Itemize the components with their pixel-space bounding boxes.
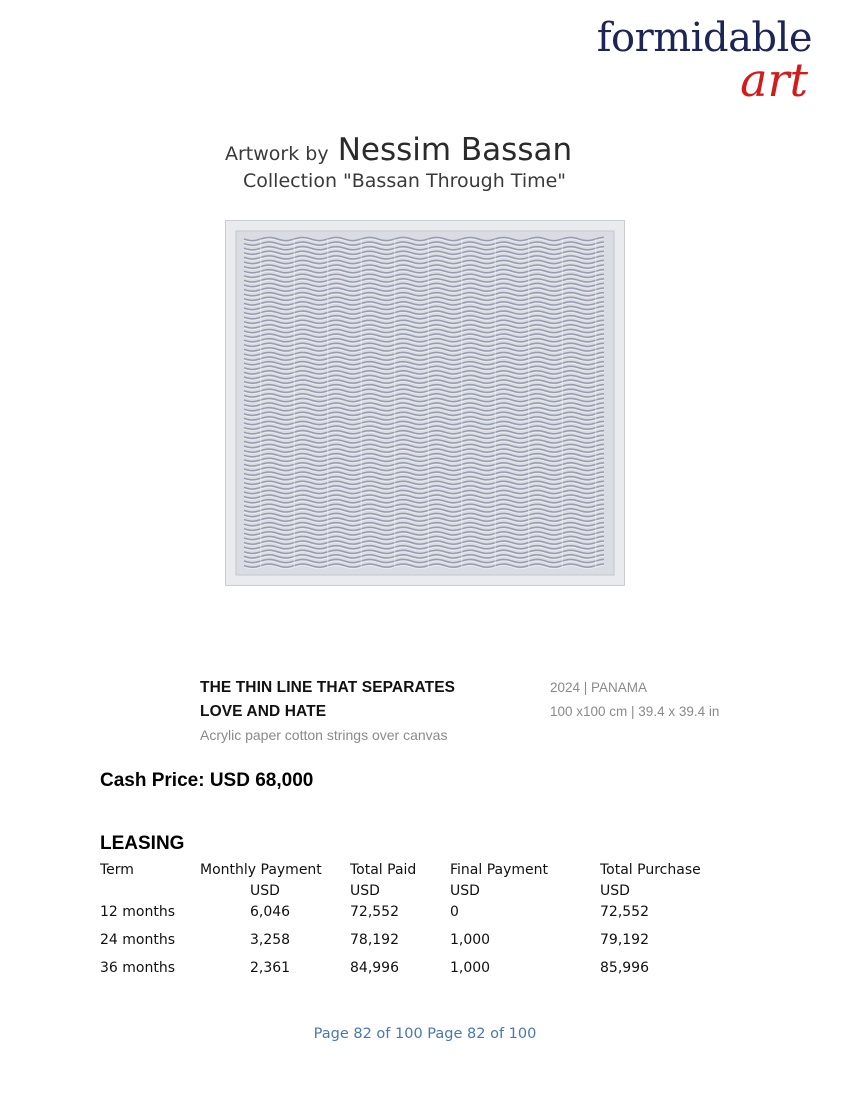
row-term: 12 months bbox=[100, 904, 175, 920]
artwork-details bbox=[200, 676, 455, 746]
artwork-dimensions: 100 x100 cm | 39.4 x 39.4 in bbox=[550, 704, 720, 719]
row-final: 1,000 bbox=[450, 960, 491, 976]
artwork-title-line1: THE THIN LINE THAT SEPARATES bbox=[200, 679, 456, 696]
artwork-image bbox=[225, 220, 625, 586]
cash-price: Cash Price: USD 68,000 bbox=[100, 770, 314, 791]
row-total-paid: 84,996 bbox=[350, 960, 399, 976]
row-total-purchase: 79,192 bbox=[600, 932, 649, 948]
row-total-paid: 78,192 bbox=[350, 932, 399, 948]
artwork-texture bbox=[226, 221, 624, 585]
artwork-by-label: Artwork by bbox=[225, 143, 329, 165]
row-total-paid: 72,552 bbox=[350, 904, 399, 920]
artwork-medium: Acrylic paper cotton strings over canvas bbox=[200, 727, 448, 743]
artwork-header bbox=[225, 132, 645, 192]
row-term: 36 months bbox=[100, 960, 175, 976]
header-final-payment: Final Payment USD bbox=[450, 862, 549, 899]
header-total-paid: Total Paid USD bbox=[350, 862, 417, 899]
brand-logo bbox=[596, 14, 812, 107]
header-term: Term bbox=[100, 862, 134, 878]
row-final: 0 bbox=[450, 904, 459, 920]
row-monthly: 6,046 bbox=[250, 904, 291, 920]
row-total-purchase: 72,552 bbox=[600, 904, 649, 920]
artwork-meta bbox=[550, 676, 719, 724]
artwork-title-line2: LOVE AND HATE bbox=[200, 703, 327, 720]
row-monthly: 3,258 bbox=[250, 932, 291, 948]
header-total-purchase: Total Purchase USD bbox=[600, 862, 701, 899]
artist-name: Nessim Bassan bbox=[337, 132, 573, 168]
artwork-year-place: 2024 | PANAMA bbox=[550, 680, 648, 695]
header-monthly: Monthly Payment USD bbox=[200, 862, 322, 899]
brand-logo-line1: formidable bbox=[596, 15, 812, 61]
row-total-purchase: 85,996 bbox=[600, 960, 649, 976]
row-monthly: 2,361 bbox=[250, 960, 291, 976]
brand-logo-line2: art bbox=[740, 53, 808, 107]
leasing-heading: LEASING bbox=[100, 833, 185, 854]
collection-name: Collection "Bassan Through Time" bbox=[243, 170, 567, 192]
row-term: 24 months bbox=[100, 932, 175, 948]
page-number: Page 82 of 100 Page 82 of 100 bbox=[313, 1026, 537, 1042]
row-final: 1,000 bbox=[450, 932, 491, 948]
